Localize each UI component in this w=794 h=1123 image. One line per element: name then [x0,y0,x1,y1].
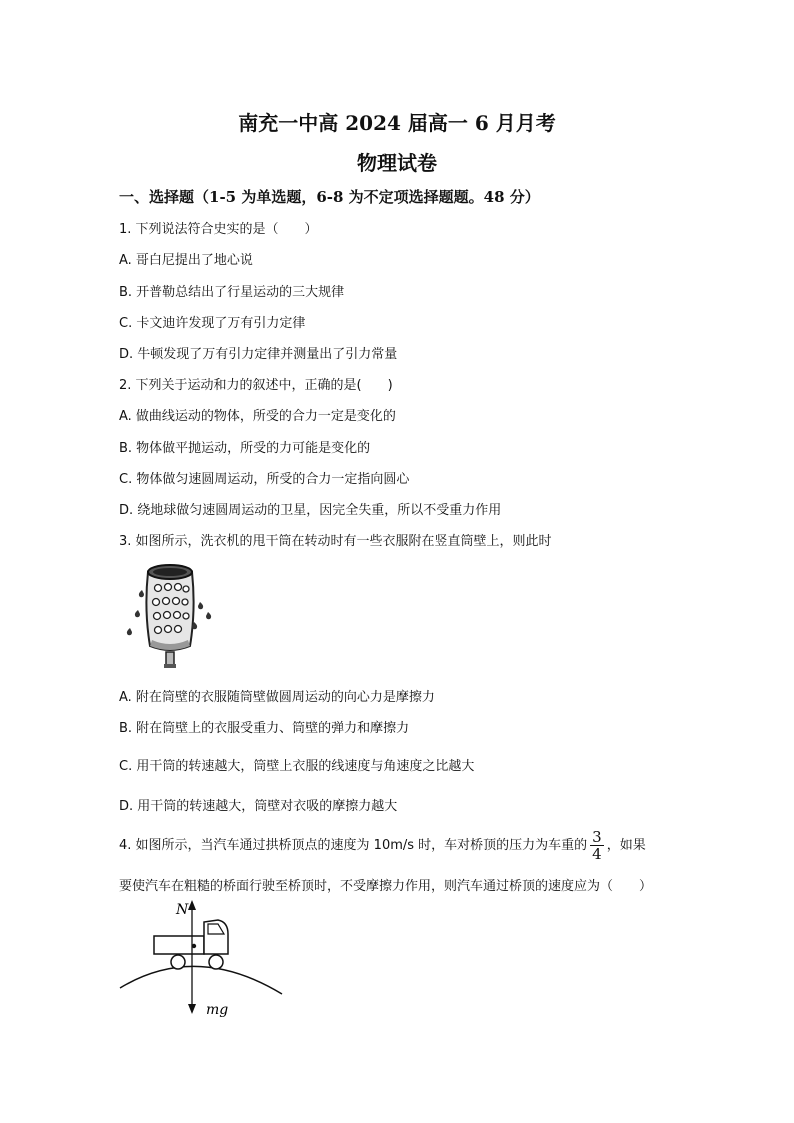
question-4-stem-after: ，如果 [606,838,646,853]
normal-force-label: N [176,902,189,918]
section-heading: 一、选择题（1-5 为单选题，6-8 为不定项选择题题。48 分） [119,188,540,206]
dryer-drum-figure [120,560,220,675]
fraction-numerator: 3 [592,828,602,846]
question-4-stem-line2: 要使汽车在粗糙的桥面行驶至桥顶时，不受摩擦力作用，则汽车通过桥顶的速度应为（ ） [119,879,653,894]
question-1-option-d: D. 牛顿发现了万有引力定律并测量出了引力常量 [119,347,398,362]
truck-on-bridge-icon [120,900,282,1014]
question-2-option-b: B. 物体做平抛运动，所受的力可能是变化的 [119,441,371,456]
question-1-option-c: C. 卡文迪许发现了万有引力定律 [119,316,306,331]
exam-subtitle: 物理试卷 [357,151,437,175]
question-3-stem: 3. 如图所示，洗衣机的甩干筒在转动时有一些衣服附在竖直筒壁上，则此时 [119,534,552,549]
bridge-figure [116,896,286,1021]
question-1-option-b: B. 开普勒总结出了行星运动的三大规律 [119,285,345,300]
question-1-stem: 1. 下列说法符合史实的是（ ） [119,222,318,237]
exam-title: 南充一中高 2024 届高一 6 月月考 [238,111,556,135]
question-2-option-a: A. 做曲线运动的物体，所受的合力一定是变化的 [119,409,396,424]
question-3-option-d: D. 用干筒的转速越大，筒壁对衣吸的摩擦力越大 [119,799,398,814]
gravity-label: mg [206,1002,229,1018]
question-3-option-a: A. 附在筒壁的衣服随筒壁做圆周运动的向心力是摩擦力 [119,690,435,705]
question-3-option-c: C. 用干筒的转速越大，筒壁上衣服的线速度与角速度之比越大 [119,759,475,774]
question-3-option-b: B. 附在筒壁上的衣服受重力、筒壁的弹力和摩擦力 [119,721,410,736]
question-4-stem [119,829,646,863]
question-2-option-d: D. 绕地球做匀速圆周运动的卫星，因完全失重，所以不受重力作用 [119,503,502,518]
washing-machine-dryer-icon [127,565,211,668]
fraction-denominator: 4 [592,845,602,863]
question-2-option-c: C. 物体做匀速圆周运动，所受的合力一定指向圆心 [119,472,410,487]
fraction-three-quarters [590,829,604,862]
question-2-stem: 2. 下列关于运动和力的叙述中，正确的是( ) [119,378,393,393]
question-1-option-a: A. 哥白尼提出了地心说 [119,253,253,268]
question-4-stem-before: 4. 如图所示，当汽车通过拱桥顶点的速度为 10m/s 时，车对桥顶的压力为车重的 [119,838,588,853]
